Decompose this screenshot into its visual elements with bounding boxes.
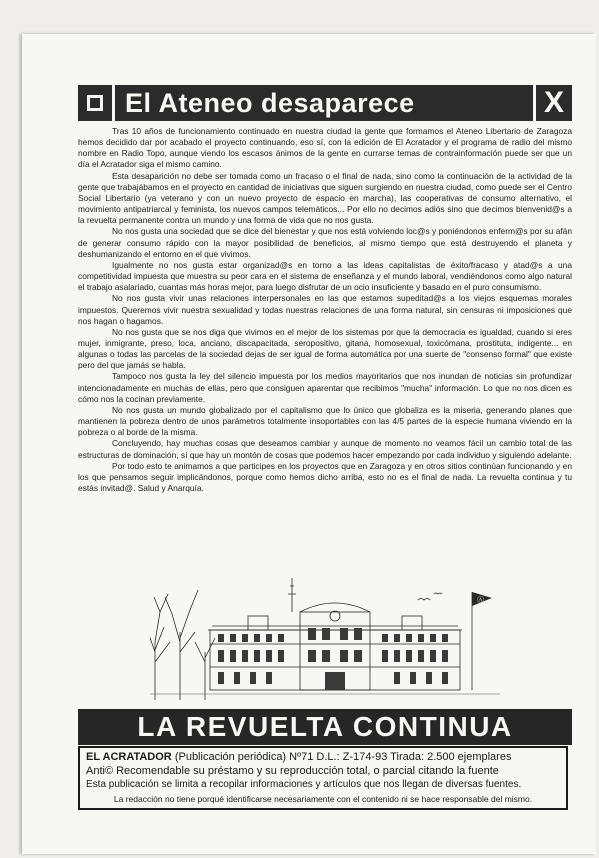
colophon-line-2: Anti© Recomendable su préstamo y su reproducción total, o parcial citando la fuente <box>86 765 499 777</box>
x-mark-icon: X <box>533 85 572 121</box>
publication-details: (Publicación periódica) Nº71 D.L.: Z-174-93 Tirada: 2.500 ejemplares <box>171 751 512 763</box>
paragraph: Tampoco nos gusta la ley del silencio impuesta por los medios mayoritarios que nos inundan de noticias sin profundizar intencionadamente en muchas de ellas, pero que consiguen aparentar que recibimos "mucha" información. Lo que no nos dicen es cómo nos la cocinan previamente. <box>78 371 572 404</box>
svg-text:Ⓐ: Ⓐ <box>477 597 484 604</box>
paragraph: Concluyendo, hay muchas cosas que deseamos cambiar y aunque de momento no veamos fácil un cambio total de las estructuras de dominación, sí que hay un montón de cosas que podemos hacer empezando por cada individuo y siguiendo adelante. <box>78 438 572 460</box>
paragraph: No nos gusta un mundo globalizado por el capitalismo que lo único que globaliza es la miseria, generando planes que mantienen la pobreza dentro de unos parámetros totalmente insoportables con las 4/5 partes de la especie humana viviendo en la pobreza o al borde de la misma. <box>78 404 572 438</box>
paragraph: Tras 10 años de funcionamiento continuado en nuestra ciudad la gente que formamos el Ateneo Libertario de Zaragoza hemos decidido dar por acabado el proyecto continuando, eso sí, con la edición de El Acratador y el programa de radio del mismo nombre en Radio Topo, aunque viendo los escasos ánimos de la gente en currarse temas de contrainformación puede ser que un día el Acratador siga el mismo camino. <box>78 126 572 170</box>
paragraph: No nos gusta que se nos diga que vivimos en el mejor de los sistemas por que la democracia es igualdad, cuando si eres mujer, inmigrante, preso, loca, anciano, discapacitada, seropositivo, gitana, homosexual, toxicómana, prostituta, indigente... en algunas o todas las parcelas de la sociedad dejas de ser igual de forma automática por una suerte de "consenso formal" que existe pero del que jamás se habla. <box>78 326 572 371</box>
paragraph: Esta desaparición no debe ser tomada como un fracaso o el final de nada, sino como la continuación de la actividad de la gente que trabajábamos en el proyecto en cantidad de iniciativas que siguen surgiendo en nuestra ciudad, como puede ser el Centro Social Libertario (ya veterano y con un nuevo proyecto de espacio en marcha), las cooperativas de consumo alternativo, el movimiento antipatriarcal y feminista, los nuevos campos telemáticos... Por ello no decimos adiós sino que decimos bienvenid@s a la revuelta permanente contra un mundo y una forma de vida que no nos gusta. <box>78 170 572 226</box>
building-illustration <box>150 572 500 702</box>
publication-name: EL ACRATADOR <box>86 751 172 763</box>
paragraph: No nos gusta una sociedad que se dice del bienestar y que nos está volviendo loc@s y poniéndonos enferm@s por su afán de generar consumo rápido con la mayor posibilidad de beneficios, al mismo tiempo que está destruyendo el planeta y deshumanizando el entorno en el que vivimos. <box>78 226 572 259</box>
anarchist-flag-icon <box>472 592 492 606</box>
article-title: El Ateneo desaparece <box>125 87 415 118</box>
colophon-box <box>78 746 568 810</box>
article-header <box>78 85 572 121</box>
square-icon <box>87 95 103 111</box>
colophon-line-1 <box>86 750 560 764</box>
paragraph: Por todo esto te animamos a que participes en los proyectos que en Zaragoza y en otros sitios continúan funcionando y en los que pensamos seguir implicándonos, porque como hemos dicho arriba, esto no es el final de nada. La revuelta continua y tu estás invitad@. Salud y Anarquía. <box>78 460 572 493</box>
header-left-box <box>78 85 115 121</box>
revuelta-banner: LA REVUELTA CONTINUA <box>78 709 572 745</box>
paragraph: No nos gusta vivir unas relaciones interpersonales en las que estamos supeditad@s a los viejos esquemas morales impuestos. Queremos vivir nuestra sexualidad y todas nuestras relaciones de una forma natural, sin censuras ni imposiciones que nos hagan o hagamos. <box>78 293 572 326</box>
colophon-line-3: Esta publicación se limita a recopilar informaciones y artículos que nos llegan de diversas fuentes. <box>86 779 522 790</box>
article-body <box>78 126 572 494</box>
paragraph: Igualmente no nos gusta estar organizad@s en torno a las ideas capitalistas de éxito/fracaso y atad@s a una competitividad impuesta que muestra su peor cara en el sistema de enseñanza y el mundo laboral, vendiéndonos como algo natural el trabajo asalariado, cuantas más horas mejor, para luego disfrutar de un ocio insuficiente y basado en el puro consumismo. <box>78 259 572 293</box>
colophon-line-4: La redacción no tiene porqué identificarse necesariamente con el contenido ni se hace responsable del mismo. <box>113 794 533 804</box>
